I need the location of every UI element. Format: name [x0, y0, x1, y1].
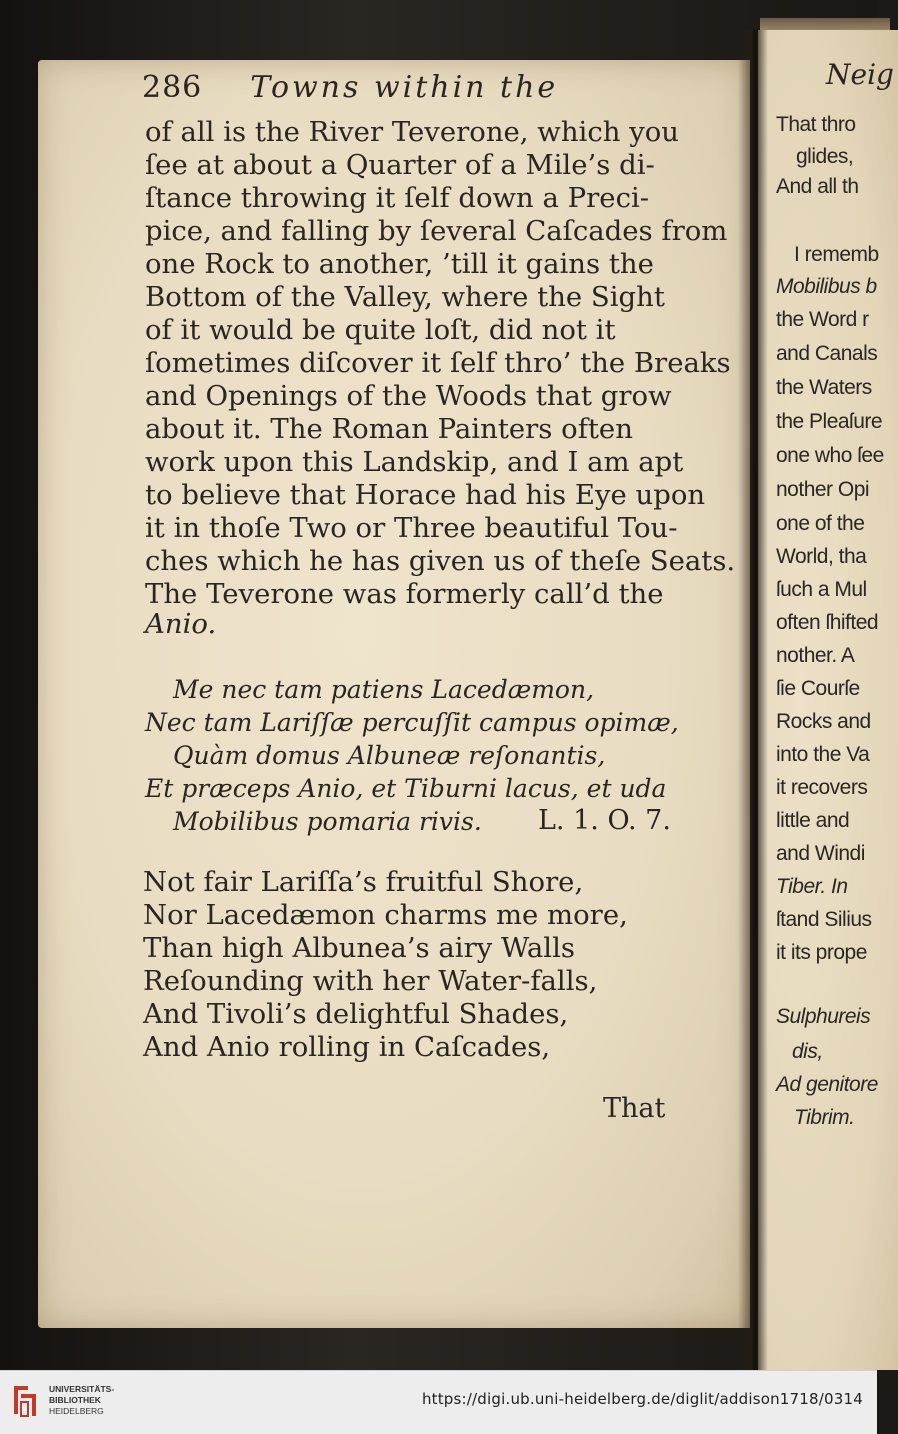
body-line: ſometimes diſcover it ſelf thro’ the Breaks	[145, 347, 731, 379]
right-line: one who ſee	[776, 444, 884, 467]
right-line: Ad genitore	[776, 1073, 878, 1096]
body-line: and Openings of the Woods that grow	[145, 380, 672, 412]
body-line: ſtance throwing it ſelf down a Preci-	[145, 182, 650, 214]
right-line: the Word r	[776, 308, 869, 331]
body-line: of all is the River Teverone, which you	[145, 116, 679, 148]
verse-line: Me nec tam patiens Lacedæmon,	[173, 675, 595, 704]
right-line: Mobilibus b	[776, 275, 877, 298]
library-logo-icon	[10, 1380, 40, 1420]
institution-line: HEIDELBERG	[49, 1406, 104, 1416]
right-line: and Canals	[776, 342, 878, 365]
right-line: glides,	[796, 145, 854, 168]
body-line: of it would be quite loſt, did not it	[145, 314, 616, 346]
right-line: And all th	[776, 175, 859, 198]
viewer-footer	[0, 1370, 877, 1434]
body-line: to believe that Horace had his Eye upon	[145, 479, 706, 511]
body-line: Bottom of the Valley, where the Sight	[145, 281, 665, 313]
right-line: it its prope	[776, 941, 867, 964]
right-line: I rememb	[794, 243, 879, 266]
translation-line: And Anio rolling in Caſcades,	[143, 1031, 551, 1063]
translation-line: Not fair Lariſſa’s fruitful Shore,	[143, 866, 584, 898]
right-line: one of the	[776, 512, 865, 535]
verse-line: Quàm domus Albuneæ reſonantis,	[173, 741, 606, 770]
right-line: nother. A	[776, 644, 855, 667]
verse-line: Mobilibus pomaria rivis.	[173, 807, 482, 836]
right-line: Sulphureis	[776, 1005, 871, 1028]
permalink-url[interactable]: https://digi.ub.uni-heidelberg.de/diglit/addison1718/0314	[421, 1390, 863, 1408]
translation-line: Nor Lacedæmon charms me more,	[143, 899, 628, 931]
institution-name	[49, 1384, 114, 1417]
right-line: Rocks and	[776, 710, 871, 733]
right-line: Tiber. In	[776, 875, 848, 898]
right-line: the Pleaſure	[776, 410, 883, 433]
right-line: little and	[776, 809, 850, 832]
right-line: ſie Courſe	[776, 677, 860, 700]
right-line: into the Va	[776, 743, 870, 766]
right-line: nother Opi	[776, 478, 870, 501]
right-line: ſuch a Mul	[776, 578, 867, 601]
body-line: work upon this Landskip, and I am apt	[145, 446, 684, 478]
right-line: World, tha	[776, 545, 867, 568]
translation-line: And Tivoli’s delightful Shades,	[143, 998, 569, 1030]
catchword: That	[603, 1093, 666, 1124]
right-line: That thro	[776, 113, 856, 136]
body-line: ches which he has given us of theſe Seats.	[145, 545, 736, 577]
body-line: it in thoſe Two or Three beautiful Tou-	[145, 512, 678, 544]
body-line: ſee at about a Quarter of a Mile’s di-	[145, 149, 655, 181]
right-line: and Windi	[776, 842, 865, 865]
right-line: ſtand Silius	[776, 908, 872, 931]
right-line: Tibrim.	[794, 1106, 855, 1129]
book-gutter	[738, 30, 768, 1370]
right-line: often ſhifted	[776, 611, 879, 634]
body-line: one Rock to another, ’till it gains the	[145, 248, 654, 280]
body-line: Anio.	[145, 608, 217, 640]
right-line: dis,	[792, 1040, 823, 1063]
verse-line: Et præceps Anio, et Tiburni lacus, et uda	[145, 774, 667, 803]
institution-line: BIBLIOTHEK	[49, 1395, 101, 1405]
body-line: pice, and falling by ſeveral Caſcades from	[145, 215, 728, 247]
verse-line: Nec tam Lariſſæ percuſſit campus opimæ,	[145, 708, 679, 737]
translation-line: Than high Albunea’s airy Walls	[143, 932, 575, 964]
institution-line: UNIVERSITÄTS-	[49, 1384, 115, 1394]
right-line: the Waters	[776, 376, 872, 399]
running-head	[142, 70, 558, 105]
right-running-head: Neig	[826, 58, 894, 91]
running-title: Towns within the	[250, 70, 559, 105]
right-line: it recovers	[776, 776, 868, 799]
page-number: 286	[142, 70, 203, 105]
body-line: about it. The Roman Painters often	[145, 413, 633, 445]
translation-line: Reſounding with her Water-falls,	[143, 965, 598, 997]
verse-citation: L. 1. O. 7.	[538, 805, 671, 836]
body-line: The Teverone was formerly call’d the	[145, 578, 664, 610]
